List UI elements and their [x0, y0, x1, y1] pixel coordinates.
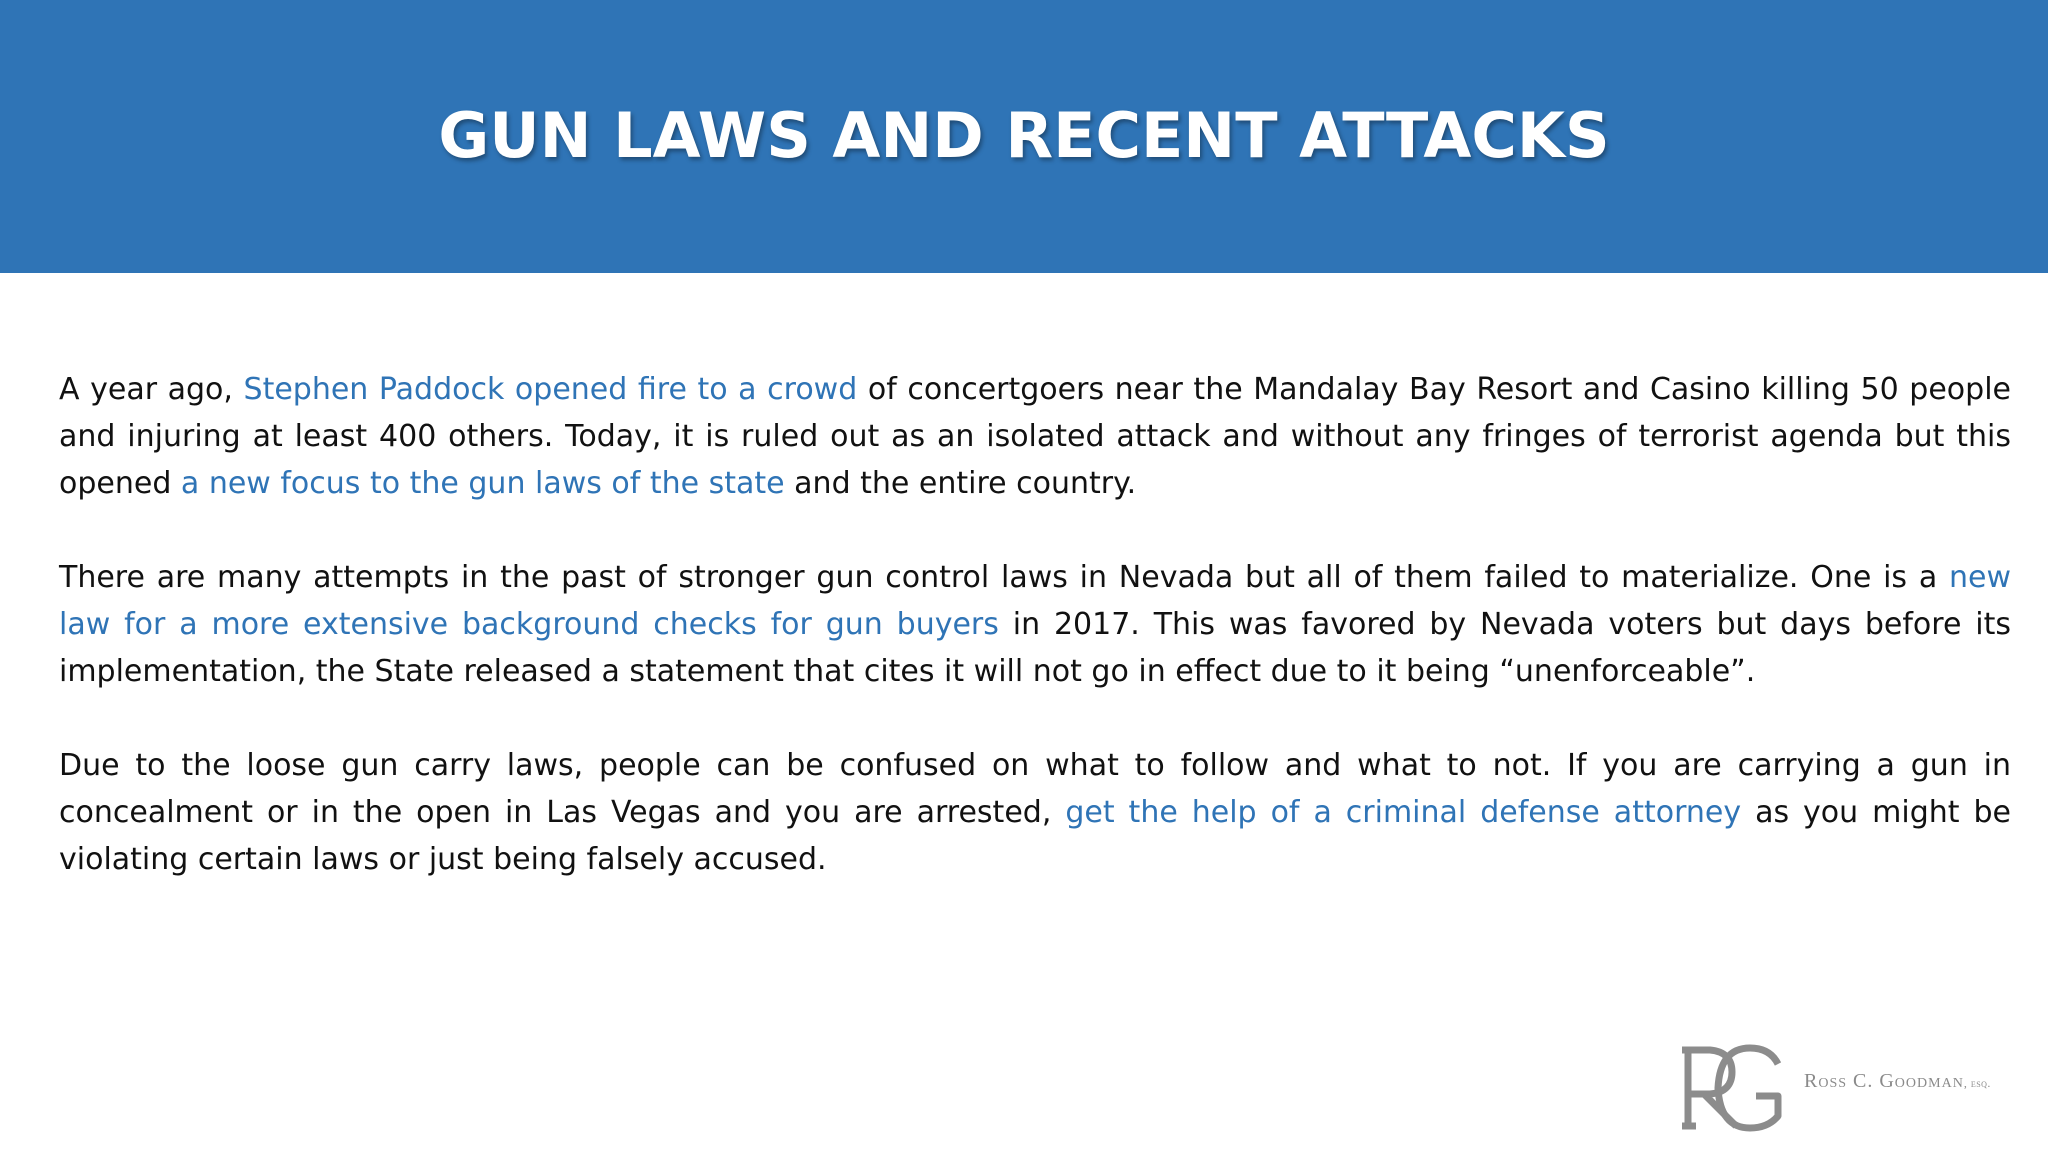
slide-content: [59, 366, 2011, 930]
paragraph-2-text-2: in 2017. This was favored by Nevada voters but days before its implementation, the State released a statement that cites it will not go in effect due to it being “unenforceable”.: [59, 607, 2011, 689]
paragraph-1-text-1: A year ago,: [59, 372, 244, 407]
paragraph-1-text-2: of concertgoers near the Mandalay Bay Resort and Casino killing 50 people and injuring at least 400 others. Today, it is ruled out as an isolated attack and without any fringes of terrorist agenda but this opened: [59, 372, 2011, 501]
rg-monogram-icon: [1680, 1040, 1786, 1136]
firm-suffix: , esq.: [1963, 1076, 1991, 1090]
slide-title: GUN LAWS AND RECENT ATTACKS: [438, 99, 1610, 172]
paragraph-3-text-1: Due to the loose gun carry laws, people can be confused on what to follow and what to not. If you are carrying a gun in concealment or in the open in Las Vegas and you are arrested,: [59, 748, 2011, 830]
paragraph-2: [59, 554, 2011, 695]
paragraph-3: [59, 742, 2011, 883]
link-criminal-defense-attorney[interactable]: get the help of a criminal defense attorney: [1065, 795, 1742, 830]
link-background-checks-law[interactable]: new law for a more extensive background checks for gun buyers: [59, 560, 2011, 642]
paragraph-3-text-2: as you might be violating certain laws or just being falsely accused.: [59, 795, 2011, 877]
paragraph-1-text-3: and the entire country.: [784, 466, 1137, 501]
link-stephen-paddock[interactable]: Stephen Paddock opened fire to a crowd: [243, 372, 858, 407]
paragraph-2-text-1: There are many attempts in the past of stronger gun control laws in Nevada but all of them failed to materialize. One is a: [59, 560, 1949, 595]
link-gun-laws-focus[interactable]: a new focus to the gun laws of the state: [180, 466, 785, 501]
firm-name-text: Ross C. Goodman: [1804, 1070, 1964, 1092]
paragraph-1: [59, 366, 2011, 507]
firm-name: [1804, 1070, 1991, 1093]
firm-logo: [1680, 1040, 2020, 1136]
